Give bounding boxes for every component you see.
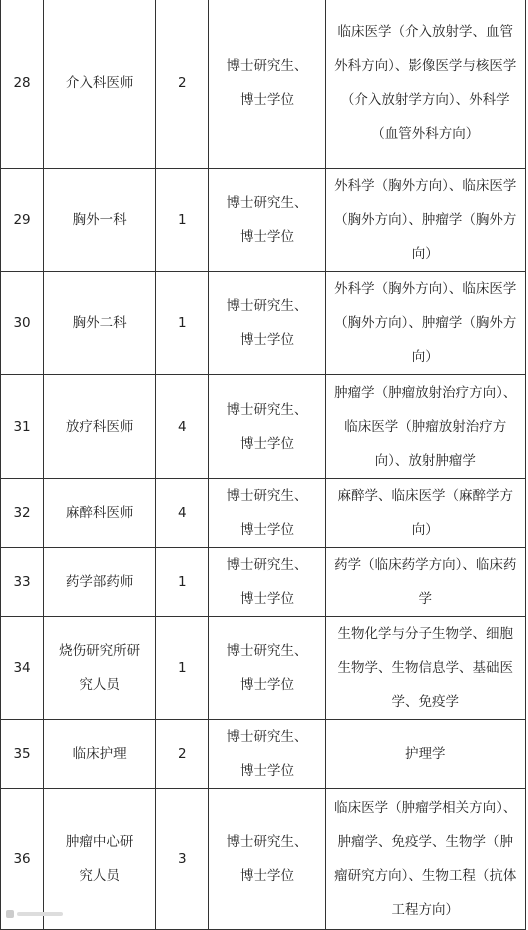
row-number: 33 [1, 548, 44, 617]
headcount: 1 [156, 617, 209, 720]
degree-requirement: 博士研究生、博士学位 [209, 720, 325, 789]
degree-requirement: 博士研究生、博士学位 [209, 375, 325, 479]
headcount: 4 [156, 479, 209, 548]
position-name: 放疗科医师 [44, 375, 156, 479]
position-name: 麻醉科医师 [44, 479, 156, 548]
table-row [1, 789, 526, 930]
table-row [1, 617, 526, 720]
degree-requirement: 博士研究生、博士学位 [209, 0, 325, 169]
table-row [1, 548, 526, 617]
row-number: 34 [1, 617, 44, 720]
table-row [1, 479, 526, 548]
position-name: 临床护理 [44, 720, 156, 789]
headcount: 3 [156, 789, 209, 930]
row-number: 29 [1, 169, 44, 272]
major-requirement: 生物化学与分子生物学、细胞生物学、生物信息学、基础医学、免疫学 [325, 617, 525, 720]
degree-requirement: 博士研究生、博士学位 [209, 479, 325, 548]
table-row [1, 375, 526, 479]
headcount: 2 [156, 0, 209, 169]
major-requirement: 麻醉学、临床医学（麻醉学方向） [325, 479, 525, 548]
degree-requirement: 博士研究生、博士学位 [209, 548, 325, 617]
degree-requirement: 博士研究生、博士学位 [209, 789, 325, 930]
headcount: 1 [156, 548, 209, 617]
table-row [1, 0, 526, 169]
row-number: 36 [1, 789, 44, 930]
position-name: 介入科医师 [44, 0, 156, 169]
position-name: 胸外一科 [44, 169, 156, 272]
headcount: 1 [156, 272, 209, 375]
degree-requirement: 博士研究生、博士学位 [209, 169, 325, 272]
headcount: 1 [156, 169, 209, 272]
position-name: 胸外二科 [44, 272, 156, 375]
position-name: 肿瘤中心研究人员 [44, 789, 156, 930]
major-requirement: 外科学（胸外方向）、临床医学（胸外方向）、肿瘤学（胸外方向） [325, 169, 525, 272]
headcount: 4 [156, 375, 209, 479]
major-requirement: 肿瘤学（肿瘤放射治疗方向）、临床医学（肿瘤放射治疗方向）、放射肿瘤学 [325, 375, 525, 479]
row-number: 28 [1, 0, 44, 169]
major-requirement: 临床医学（肿瘤学相关方向）、肿瘤学、免疫学、生物学（肿瘤研究方向）、生物工程（抗体工程方向） [325, 789, 525, 930]
row-number: 32 [1, 479, 44, 548]
row-number: 31 [1, 375, 44, 479]
table-row [1, 720, 526, 789]
table-row [1, 169, 526, 272]
major-requirement: 护理学 [325, 720, 525, 789]
table-row [1, 272, 526, 375]
headcount: 2 [156, 720, 209, 789]
major-requirement: 药学（临床药学方向）、临床药学 [325, 548, 525, 617]
degree-requirement: 博士研究生、博士学位 [209, 617, 325, 720]
position-name: 烧伤研究所研究人员 [44, 617, 156, 720]
row-number: 30 [1, 272, 44, 375]
watermark-icon [6, 908, 66, 920]
position-name: 药学部药师 [44, 548, 156, 617]
major-requirement: 临床医学（介入放射学、血管外科方向）、影像医学与核医学（介入放射学方向）、外科学（血管外科方向） [325, 0, 525, 169]
row-number: 35 [1, 720, 44, 789]
major-requirement: 外科学（胸外方向）、临床医学（胸外方向）、肿瘤学（胸外方向） [325, 272, 525, 375]
degree-requirement: 博士研究生、博士学位 [209, 272, 325, 375]
watermark-logo [6, 908, 66, 923]
